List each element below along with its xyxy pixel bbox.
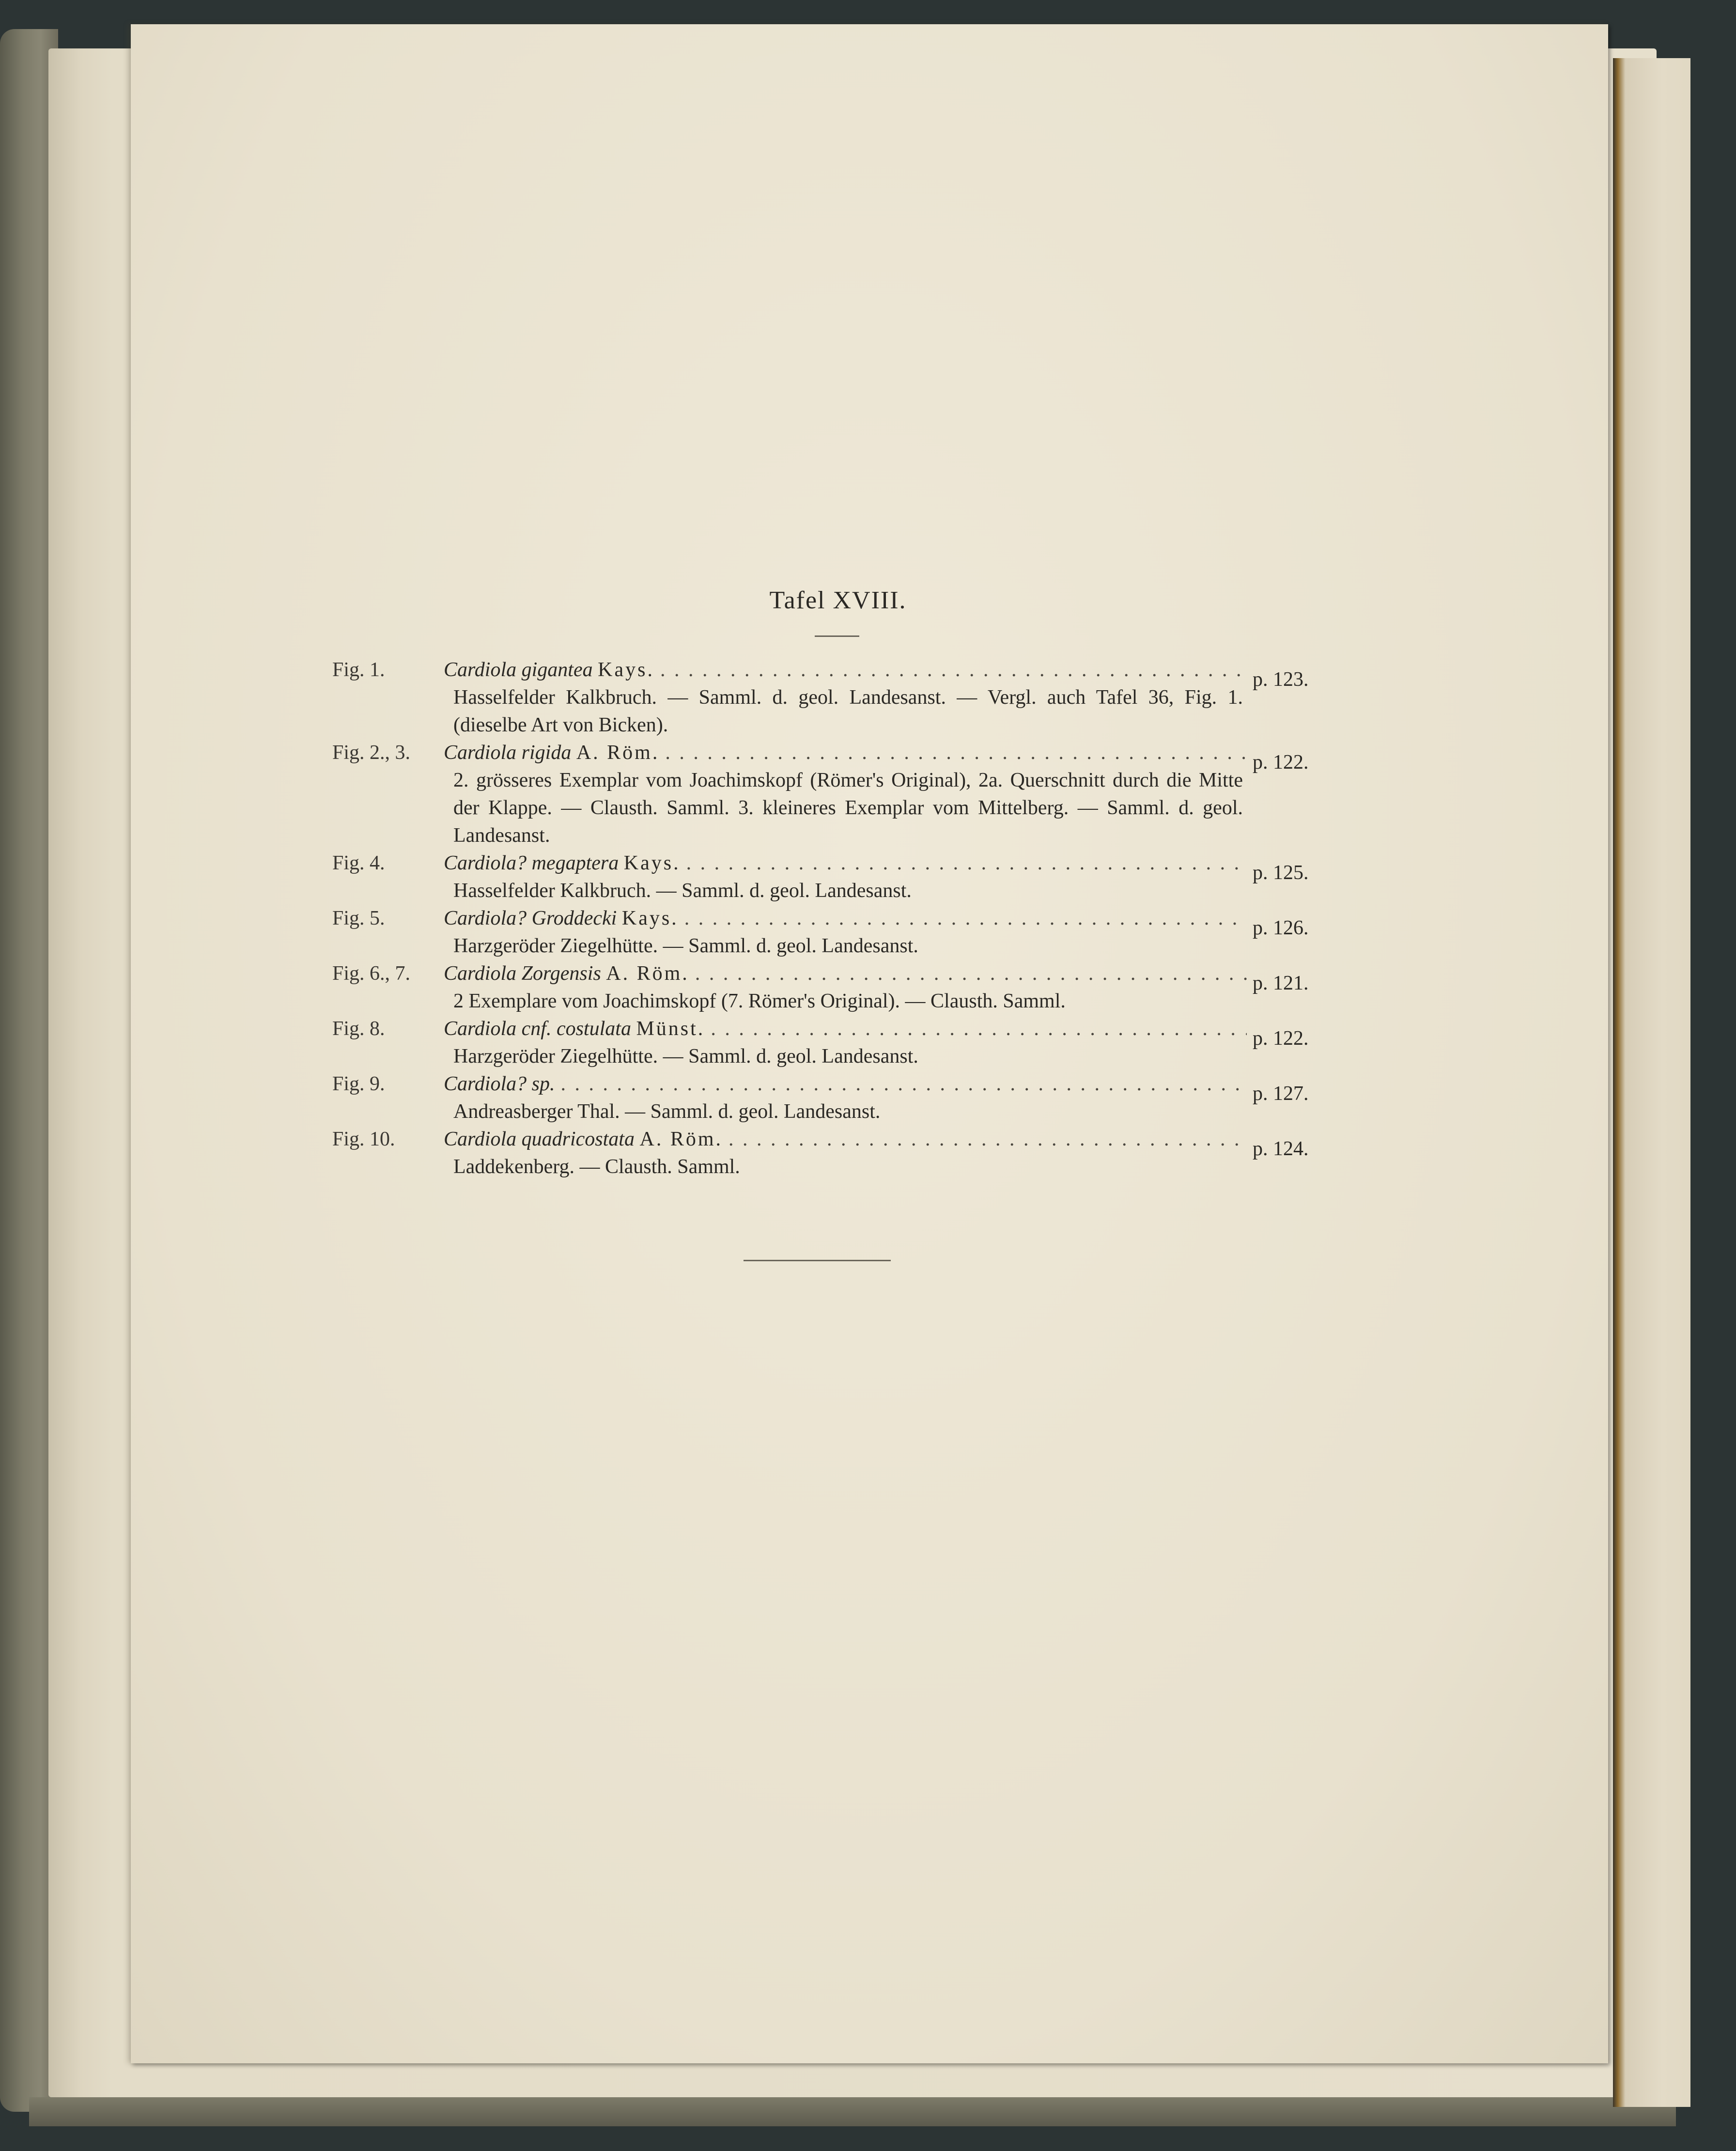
plate-entry [332,739,1325,850]
plate-entry [332,1015,1325,1070]
plate-entry [332,905,1325,960]
plate-entry-list [332,656,1325,1181]
dot-leader [711,1015,1247,1043]
dot-leader [695,960,1247,988]
entry-description: Harzgeröder Ziegelhütte. — Samml. d. geol. Landesanst. [453,1045,918,1068]
taxon-italic: Cardiola cnf. costulata [444,1018,631,1040]
page-reference: p. 126. [1253,917,1309,939]
taxon-name [444,1070,555,1098]
entry-description: 2. grösseres Exemplar vom Joachimskopf (Römer's Original), 2a. Querschnitt durch die Mitte der Klappe. — Clausth. Samml. 3. kleineres Exemplar vom Mittelberg. — Samml. d. geol. Landesanst. [453,769,1243,847]
entry-description: Andreasberger Thal. — Samml. d. geol. Landesanst. [453,1100,881,1123]
figure-number: Fig. 8. [332,1018,385,1040]
entry-description: 2 Exemplare vom Joachimskopf (7. Römer's Original). — Clausth. Samml. [453,990,1066,1012]
figure-number: Fig. 9. [332,1073,385,1095]
page-reference: p. 122. [1253,1027,1309,1050]
taxon-name [444,905,679,932]
dot-leader [686,850,1247,877]
book-cover-bottom [29,2097,1676,2126]
taxon-italic: Cardiola? megaptera [444,852,619,874]
dot-leader [665,739,1247,767]
taxon-italic: Cardiola Zorgensis [444,962,601,985]
taxon-author: A. Röm. [576,742,660,764]
taxon-author: A. Röm. [606,962,689,985]
taxon-name [444,1126,723,1153]
background-edge [1690,0,1736,2151]
entry-description: Hasselfelder Kalkbruch. — Samml. d. geol. Landesanst. [453,880,912,902]
taxon-italic: Cardiola rigida [444,742,572,764]
taxon-name [444,656,654,684]
page-reference: p. 127. [1253,1083,1309,1105]
page-reference: p. 122. [1253,751,1309,774]
plate-entry [332,656,1325,739]
figure-number: Fig. 10. [332,1128,395,1150]
taxon-author: Kays. [598,659,654,681]
taxon-name [444,960,689,988]
taxon-author: Kays. [623,852,681,874]
plate-entry [332,1070,1325,1126]
taxon-name [444,739,659,767]
page-reference: p. 121. [1253,972,1309,994]
plate-entry [332,850,1325,905]
page-reference: p. 123. [1253,668,1309,691]
entry-description: Hasselfelder Kalkbruch. — Samml. d. geol. Landesanst. — Vergl. auch Tafel 36, Fig. 1. (dieselbe Art von Bicken). [453,686,1243,736]
taxon-author: Kays. [621,907,679,929]
taxon-name [444,850,681,877]
dot-leader [560,1070,1247,1098]
end-rule [744,1260,891,1261]
plate-title: Tafel XVIII. [769,587,907,614]
taxon-italic: Cardiola? Groddecki [444,907,617,929]
plate-entry [332,960,1325,1015]
figure-number: Fig. 6., 7. [332,962,411,985]
taxon-author: A. Röm. [639,1128,723,1150]
page-reference: p. 124. [1253,1138,1309,1160]
figure-number: Fig. 4. [332,852,385,874]
title-rule [815,635,859,637]
figure-number: Fig. 2., 3. [332,742,411,764]
taxon-italic: Cardiola gigantea [444,659,593,681]
dot-leader [660,656,1247,684]
page-reference: p. 125. [1253,862,1309,884]
dot-leader [684,905,1247,932]
taxon-name [444,1015,705,1043]
taxon-author: Münst. [636,1018,705,1040]
taxon-italic: Cardiola quadricostata [444,1128,635,1150]
taxon-italic: Cardiola? sp. [444,1073,555,1095]
entry-description: Harzgeröder Ziegelhütte. — Samml. d. geol. Landesanst. [453,935,918,957]
dot-leader [728,1126,1247,1153]
figure-number: Fig. 5. [332,907,385,929]
entry-description: Laddekenberg. — Clausth. Samml. [453,1156,740,1178]
figure-number: Fig. 1. [332,659,385,681]
plate-entry [332,1126,1325,1181]
